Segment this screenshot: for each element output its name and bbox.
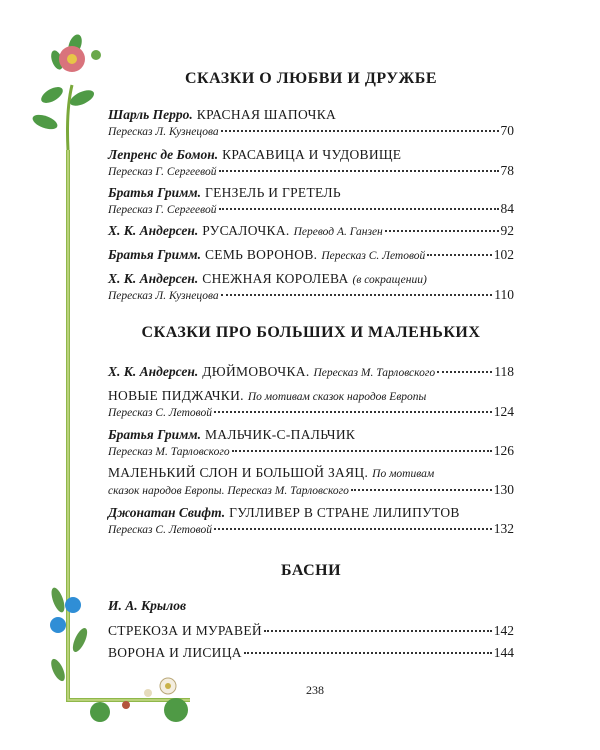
credit: Пересказ Г. Сергеевой xyxy=(108,166,217,178)
author: Джонатан Свифт. xyxy=(108,505,226,520)
toc-entry[interactable] xyxy=(108,185,514,201)
dot-leader xyxy=(385,230,499,232)
toc-entry-line[interactable] xyxy=(108,443,514,460)
page-ref: 124 xyxy=(493,404,514,419)
credit: Пересказ С. Летовой xyxy=(108,524,212,536)
title: НОВЫЕ ПИДЖАЧКИ. xyxy=(108,388,244,403)
page-ref: 84 xyxy=(500,201,514,216)
dot-leader xyxy=(214,528,492,530)
toc-entry[interactable] xyxy=(108,427,514,443)
author: Х. К. Андерсен. xyxy=(108,223,199,238)
dot-leader xyxy=(437,371,492,373)
title: МАЛЕНЬКИЙ СЛОН И БОЛЬШОЙ ЗАЯЦ. xyxy=(108,465,369,480)
page-ref: 126 xyxy=(493,443,514,458)
author-line xyxy=(108,598,514,614)
page-ref: 142 xyxy=(493,623,514,638)
toc-entry[interactable] xyxy=(108,364,514,381)
toc-entry-line[interactable] xyxy=(108,201,514,218)
credit: Пересказ С. Летовой xyxy=(321,250,426,262)
toc-entry-line[interactable] xyxy=(108,482,514,499)
dot-leader xyxy=(351,489,492,491)
credit: Пересказ Л. Кузнецова xyxy=(108,126,219,138)
credit: сказок народов Европы. Пересказ М. Тарловского xyxy=(108,485,349,497)
title: СЕМЬ ВОРОНОВ. xyxy=(204,247,318,262)
page-ref: 102 xyxy=(493,247,514,262)
title: ДЮЙМОВОЧКА. xyxy=(202,364,310,379)
title: ВОРОНА И ЛИСИЦА xyxy=(108,645,242,660)
toc-entry[interactable] xyxy=(108,271,514,288)
author: Шарль Перро. xyxy=(108,107,193,122)
toc-entry-line[interactable] xyxy=(108,287,514,304)
author: Братья Гримм. xyxy=(108,185,201,200)
dot-leader xyxy=(219,208,499,210)
title: СТРЕКОЗА И МУРАВЕЙ xyxy=(108,623,262,638)
credit: Перевод А. Ганзен xyxy=(293,226,383,238)
toc-entry[interactable] xyxy=(108,247,514,264)
title: ГЕНЗЕЛЬ И ГРЕТЕЛЬ xyxy=(204,185,341,200)
dot-leader xyxy=(221,294,493,296)
title: РУСАЛОЧКА. xyxy=(202,223,290,238)
toc-entry-line[interactable] xyxy=(108,123,514,140)
credit: Пересказ М. Тарловского xyxy=(108,446,230,458)
page-ref: 78 xyxy=(500,163,514,178)
page-ref: 144 xyxy=(493,645,514,660)
flower-top-icon xyxy=(31,33,101,150)
dot-leader xyxy=(214,411,492,413)
credit: Пересказ Л. Кузнецова xyxy=(108,290,219,302)
toc-entry-line[interactable] xyxy=(108,163,514,180)
dot-leader xyxy=(264,630,492,632)
page-ref: 110 xyxy=(494,287,514,302)
toc-entry[interactable] xyxy=(108,623,514,639)
page-ref: 70 xyxy=(500,123,514,138)
credit: Пересказ С. Летовой xyxy=(108,407,212,419)
dot-leader xyxy=(219,170,499,172)
credit: Пересказ Г. Сергеевой xyxy=(108,204,217,216)
title: КРАСНАЯ ШАПОЧКА xyxy=(196,107,337,122)
credit: Пересказ М. Тарловского xyxy=(313,367,436,379)
toc-entry[interactable] xyxy=(108,645,514,661)
dot-leader xyxy=(244,652,492,654)
page-number: 238 xyxy=(306,683,324,697)
note: (в сокращении) xyxy=(352,274,427,286)
page-ref: 118 xyxy=(494,364,514,379)
title: КРАСАВИЦА И ЧУДОВИЩЕ xyxy=(222,147,402,162)
note: По мотивам xyxy=(372,468,435,480)
section-heading: СКАЗКИ ПРО БОЛЬШИХ И МАЛЕНЬКИХ xyxy=(141,324,481,341)
toc-entry[interactable] xyxy=(108,388,514,405)
toc-entry[interactable] xyxy=(108,147,514,163)
toc-entry[interactable] xyxy=(108,223,514,240)
author: Братья Гримм. xyxy=(108,427,201,442)
toc-entry[interactable] xyxy=(108,107,514,123)
section-heading: СКАЗКИ О ЛЮБВИ И ДРУЖБЕ xyxy=(184,70,438,87)
title: СНЕЖНАЯ КОРОЛЕВА xyxy=(202,271,349,286)
page-ref: 92 xyxy=(500,223,514,238)
page-ref: 132 xyxy=(493,521,514,536)
note: По мотивам сказок народов Европы xyxy=(247,391,427,403)
dot-leader xyxy=(232,450,492,452)
author: Х. К. Андерсен. xyxy=(108,364,199,379)
title: ГУЛЛИВЕР В СТРАНЕ ЛИЛИПУТОВ xyxy=(229,505,460,520)
page-ref: 130 xyxy=(493,482,514,497)
author: И. А. Крылов xyxy=(108,598,186,613)
dot-leader xyxy=(221,130,499,132)
toc-entry[interactable] xyxy=(108,465,514,482)
author: Х. К. Андерсен. xyxy=(108,271,199,286)
toc-entry-line[interactable] xyxy=(108,404,514,421)
title: МАЛЬЧИК-С-ПАЛЬЧИК xyxy=(204,427,356,442)
dot-leader xyxy=(427,254,491,256)
author: Лепренс де Бомон. xyxy=(108,147,219,162)
section-heading: БАСНИ xyxy=(280,562,342,579)
author: Братья Гримм. xyxy=(108,247,201,262)
toc-entry[interactable] xyxy=(108,505,514,521)
toc-entry-line[interactable] xyxy=(108,521,514,538)
